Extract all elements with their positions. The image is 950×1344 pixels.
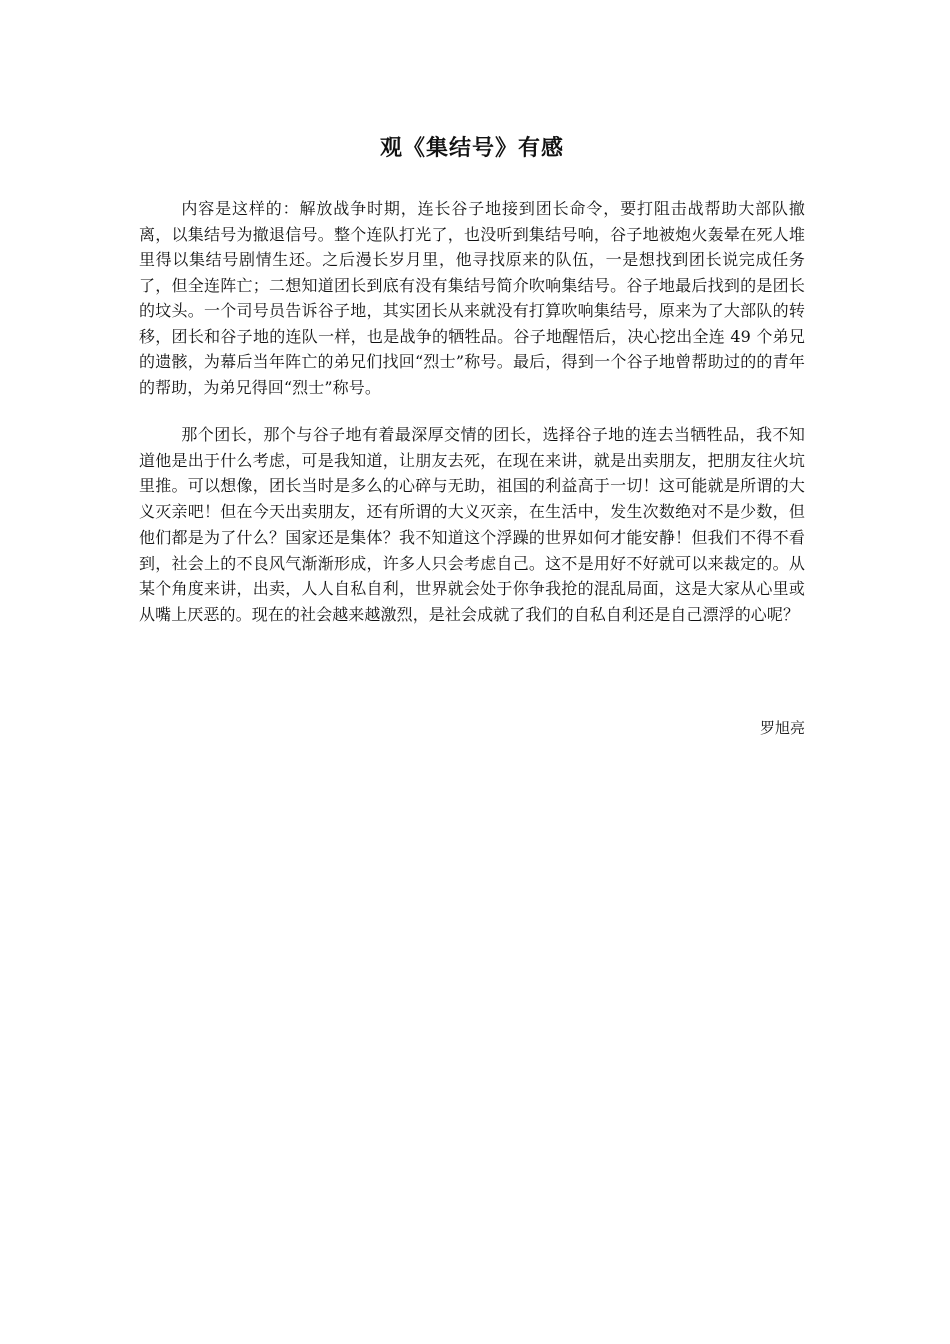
document-title: 观《集结号》有感 xyxy=(379,136,564,161)
paragraph-plot-summary: 内容是这样的：解放战争时期，连长谷子地接到团长命令，要打阻击战帮助大部队撤离，以集结号为撤退信号。整个连队打光了，也没听到集结号响，谷子地被炮火轰晕在死人堆里得以集结号剧情生还。之后漫长岁月里，他寻找原来的队伍，一是想找到团长说完成任务了，但全连阵亡；二想知道团长到底有没有集结号简介吹响集结号。谷子地最后找到的是团长的坟头。一个司号员告诉谷子地，其实团长从来就没有打算吹响集结号，原来为了大部队的转移，团长和谷子地的连队一样，也是战争的牺牲品。谷子地醒悟后，决心挖出全连 49 个弟兄的遗骸，为幕后当年阵亡的弟兄们找回“烈士”称号。最后，得到一个谷子地曾帮助过的的青年的帮助，为弟兄得回“烈士”称号。 xyxy=(139,199,805,397)
paragraph-reflection: 那个团长，那个与谷子地有着最深厚交情的团长，选择谷子地的连去当牺牲品，我不知道他是出于什么考虑，可是我知道，让朋友去死，在现在来讲，就是出卖朋友，把朋友往火坑里推。可以想像，团长当时是多么的心碎与无助，祖国的利益高于一切！这可能就是所谓的大义灭亲吧！但在今天出卖朋友，还有所谓的大义灭亲，在生活中，发生次数绝对不是少数，但他们都是为了什么？国家还是集体？我不知道这个浮躁的世界如何才能安静！但我们不得不看到，社会上的不良风气渐渐形成，许多人只会考虑自己。这不是用好不好就可以来裁定的。从某个角度来讲，出卖，人人自私自利，世界就会处于你争我抢的混乱局面，这是大家从心里或从嘴上厌恶的。现在的社会越来越激烈，是社会成就了我们的自私自利还是自己漂浮的心呢？ xyxy=(139,425,805,624)
document-body xyxy=(139,196,805,650)
author-signature: 罗旭亮 xyxy=(759,719,805,737)
